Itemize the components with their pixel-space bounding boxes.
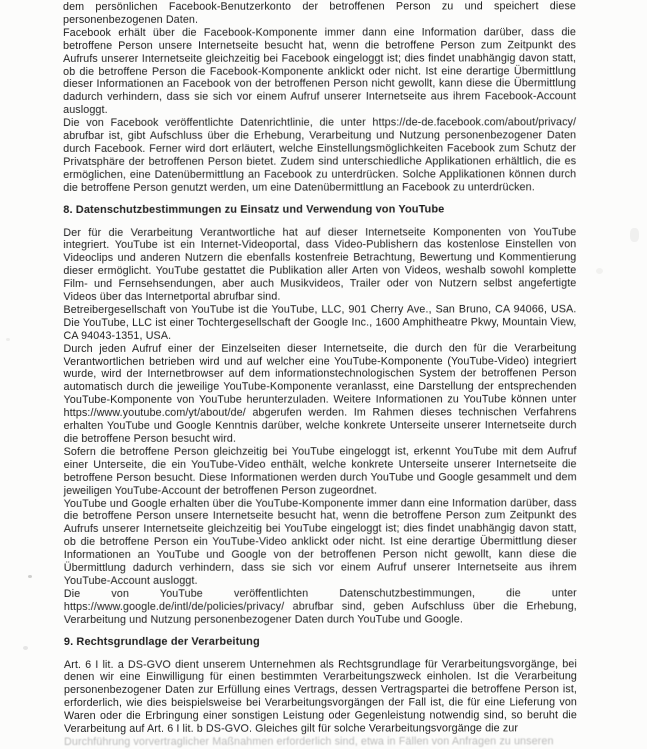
scan-speck: [23, 646, 28, 650]
paragraph: Die von Facebook veröffentlichte Datenrichtlinie, die unter https://de-de.facebook.com/about/privacy/ abrufbar ist, gibt Aufschluss über die Erhebung, Verarbeitung und Nutzung personenbezogener Daten durch Facebook. Ferner wird dort erläutert, welche Einstellungsmöglichkeiten Facebook zum Schutz der Privatsphäre der betroffenen Person bietet. Zudem sind unterschiedliche Applikationen erhältlich, die es ermöglichen, eine Datenübermittlung an Facebook zu unterdrücken. Solche Applikationen können durch die betroffene Person genutzt werden, um eine Datenübermittlung an Facebook zu unterdrücken.: [63, 116, 577, 194]
document-body: [63, 0, 578, 748]
paragraph: YouTube und Google erhalten über die YouTube-Komponente immer dann eine Information darüber, dass die betroffene Person unsere Internetseite besucht hat, wenn die betroffene Person zum Zeitpunkt des Aufrufs unserer Internetseite gleichzeitig bei YouTube eingeloggt ist; dies findet unabhängig davon statt, ob die betroffene Person ein YouTube-Video anklickt oder nicht. Ist eine derartige Übermittlung dieser Informationen an YouTube und Google von der betroffenen Person nicht gewollt, kann diese die Übermittlung dadurch verhindern, dass sie sich vor einem Aufruf unserer Internetseite aus ihrem YouTube-Account ausloggt.: [63, 496, 577, 587]
paragraph: Die von YouTube veröffentlichten Datenschutzbestimmungen, die unter https://www.google.de/intl/de/policies/privacy/ abrufbar sind, geben Aufschluss über die Erhebung, Verarbeitung und Nutzung personenbezogener Daten durch YouTube und Google.: [63, 587, 577, 626]
paragraph: Sofern die betroffene Person gleichzeitig bei YouTube eingeloggt ist, erkennt YouTube mit dem Aufruf einer Unterseite, die ein YouTube-Video enthält, welche konkrete Unterseite unserer Internetseite die betroffene Person besucht. Diese Informationen werden durch YouTube und Google gesammelt und dem jeweiligen YouTube-Account der betroffenen Person zugeordnet.: [63, 445, 577, 497]
scan-speck: [6, 338, 10, 341]
paragraph: Facebook erhält über die Facebook-Komponente immer dann eine Information darüber, dass die betroffene Person unsere Internetseite besucht hat, wenn die betroffene Person zum Zeitpunkt des Aufrufs unserer Internetseite gleichzeitig bei Facebook eingeloggt ist; dies findet unabhängig davon statt, ob die betroffene Person die Facebook-Komponente anklickt oder nicht. Ist eine derartige Übermittlung dieser Informationen an Facebook von der betroffenen Person nicht gewollt, kann diese die Übermittlung dadurch verhindern, dass sie sich vor einem Aufruf unserer Internetseite aus ihrem Facebook-Account ausloggt.: [63, 26, 577, 117]
paragraph: dem persönlichen Facebook-Benutzerkonto der betroffenen Person zu und speichert diese personenbezogenen Daten.: [63, 0, 577, 26]
paragraph: Art. 6 I lit. a DS-GVO dient unserem Unternehmen als Rechtsgrundlage für Verarbeitungsvorgänge, bei denen wir eine Einwilligung für einen bestimmten Verarbeitungszweck einholen. Ist die Verarbeitung personenbezogener Daten zur Erfüllung eines Vertrags, dessen Vertragspartei die betroffene Person ist, erforderlich, wie dies beispielsweise bei Verarbeitungsvorgängen der Fall ist, die für eine Lieferung von Waren oder die Erbringung einer sonstigen Leistung oder Gegenleistung notwendig sind, so beruht die Verarbeitung auf Art. 6 I lit. b DS-GVO. Gleiches gilt für solche Verarbeitungsvorgänge die zur: [63, 657, 578, 736]
paragraph: Durch jeden Aufruf einer der Einzelseiten dieser Internetseite, die durch den für die Verarbeitung Verantwortlichen betrieben wird und auf welcher eine YouTube-Komponente (YouTube-Video) integriert wurde, wird der Internetbrowser auf dem informationstechnologischen System der betroffenen Person automatisch durch die jeweilige YouTube-Komponente veranlasst, eine Darstellung der entsprechenden YouTube-Komponente von YouTube herunterzuladen. Weitere Informationen zu YouTube können unter https://www.youtube.com/yt/about/de/ abgerufen werden. Im Rahmen dieses technischen Verfahrens erhalten YouTube und Google Kenntnis darüber, welche konkrete Unterseite unserer Internetseite durch die betroffene Person besucht wird.: [63, 341, 577, 445]
section-heading: 8. Datenschutzbestimmungen zu Einsatz und Verwendung von YouTube: [63, 203, 445, 216]
scan-speck: [596, 268, 603, 274]
section-heading: 9. Rechtsgrundlage der Verarbeitung: [63, 635, 260, 648]
paragraph: Betreibergesellschaft von YouTube ist die YouTube, LLC, 901 Cherry Ave., San Bruno, CA 94066, USA. Die YouTube, LLC ist einer Tochtergesellschaft der Google Inc., 1600 Amphitheatre Pkwy, Mountain View, CA 94043-1351, USA.: [63, 303, 577, 342]
cutoff-line: Durchführung vorvertraglicher Maßnahmen erforderlich sind, etwa in Fällen von Anfragen zu unseren: [64, 735, 554, 748]
scan-speck: [630, 228, 639, 242]
paragraph: Der für die Verarbeitung Verantwortliche hat auf dieser Internetseite Komponenten von YouTube integriert. YouTube ist ein Internet-Videoportal, dass Video-Publishern das kostenlose Einstellen von Videoclips und anderen Nutzern die ebenfalls kostenfreie Betrachtung, Bewertung und Kommentierung dieser ermöglicht. YouTube gestattet die Publikation aller Arten von Videos, weshalb sowohl komplette Film- und Fernsehsendungen, aber auch Musikvideos, Trailer oder von Nutzern selbst angefertigte Videos über das Internetportal abrufbar sind.: [63, 225, 577, 304]
scan-speck: [28, 575, 32, 578]
